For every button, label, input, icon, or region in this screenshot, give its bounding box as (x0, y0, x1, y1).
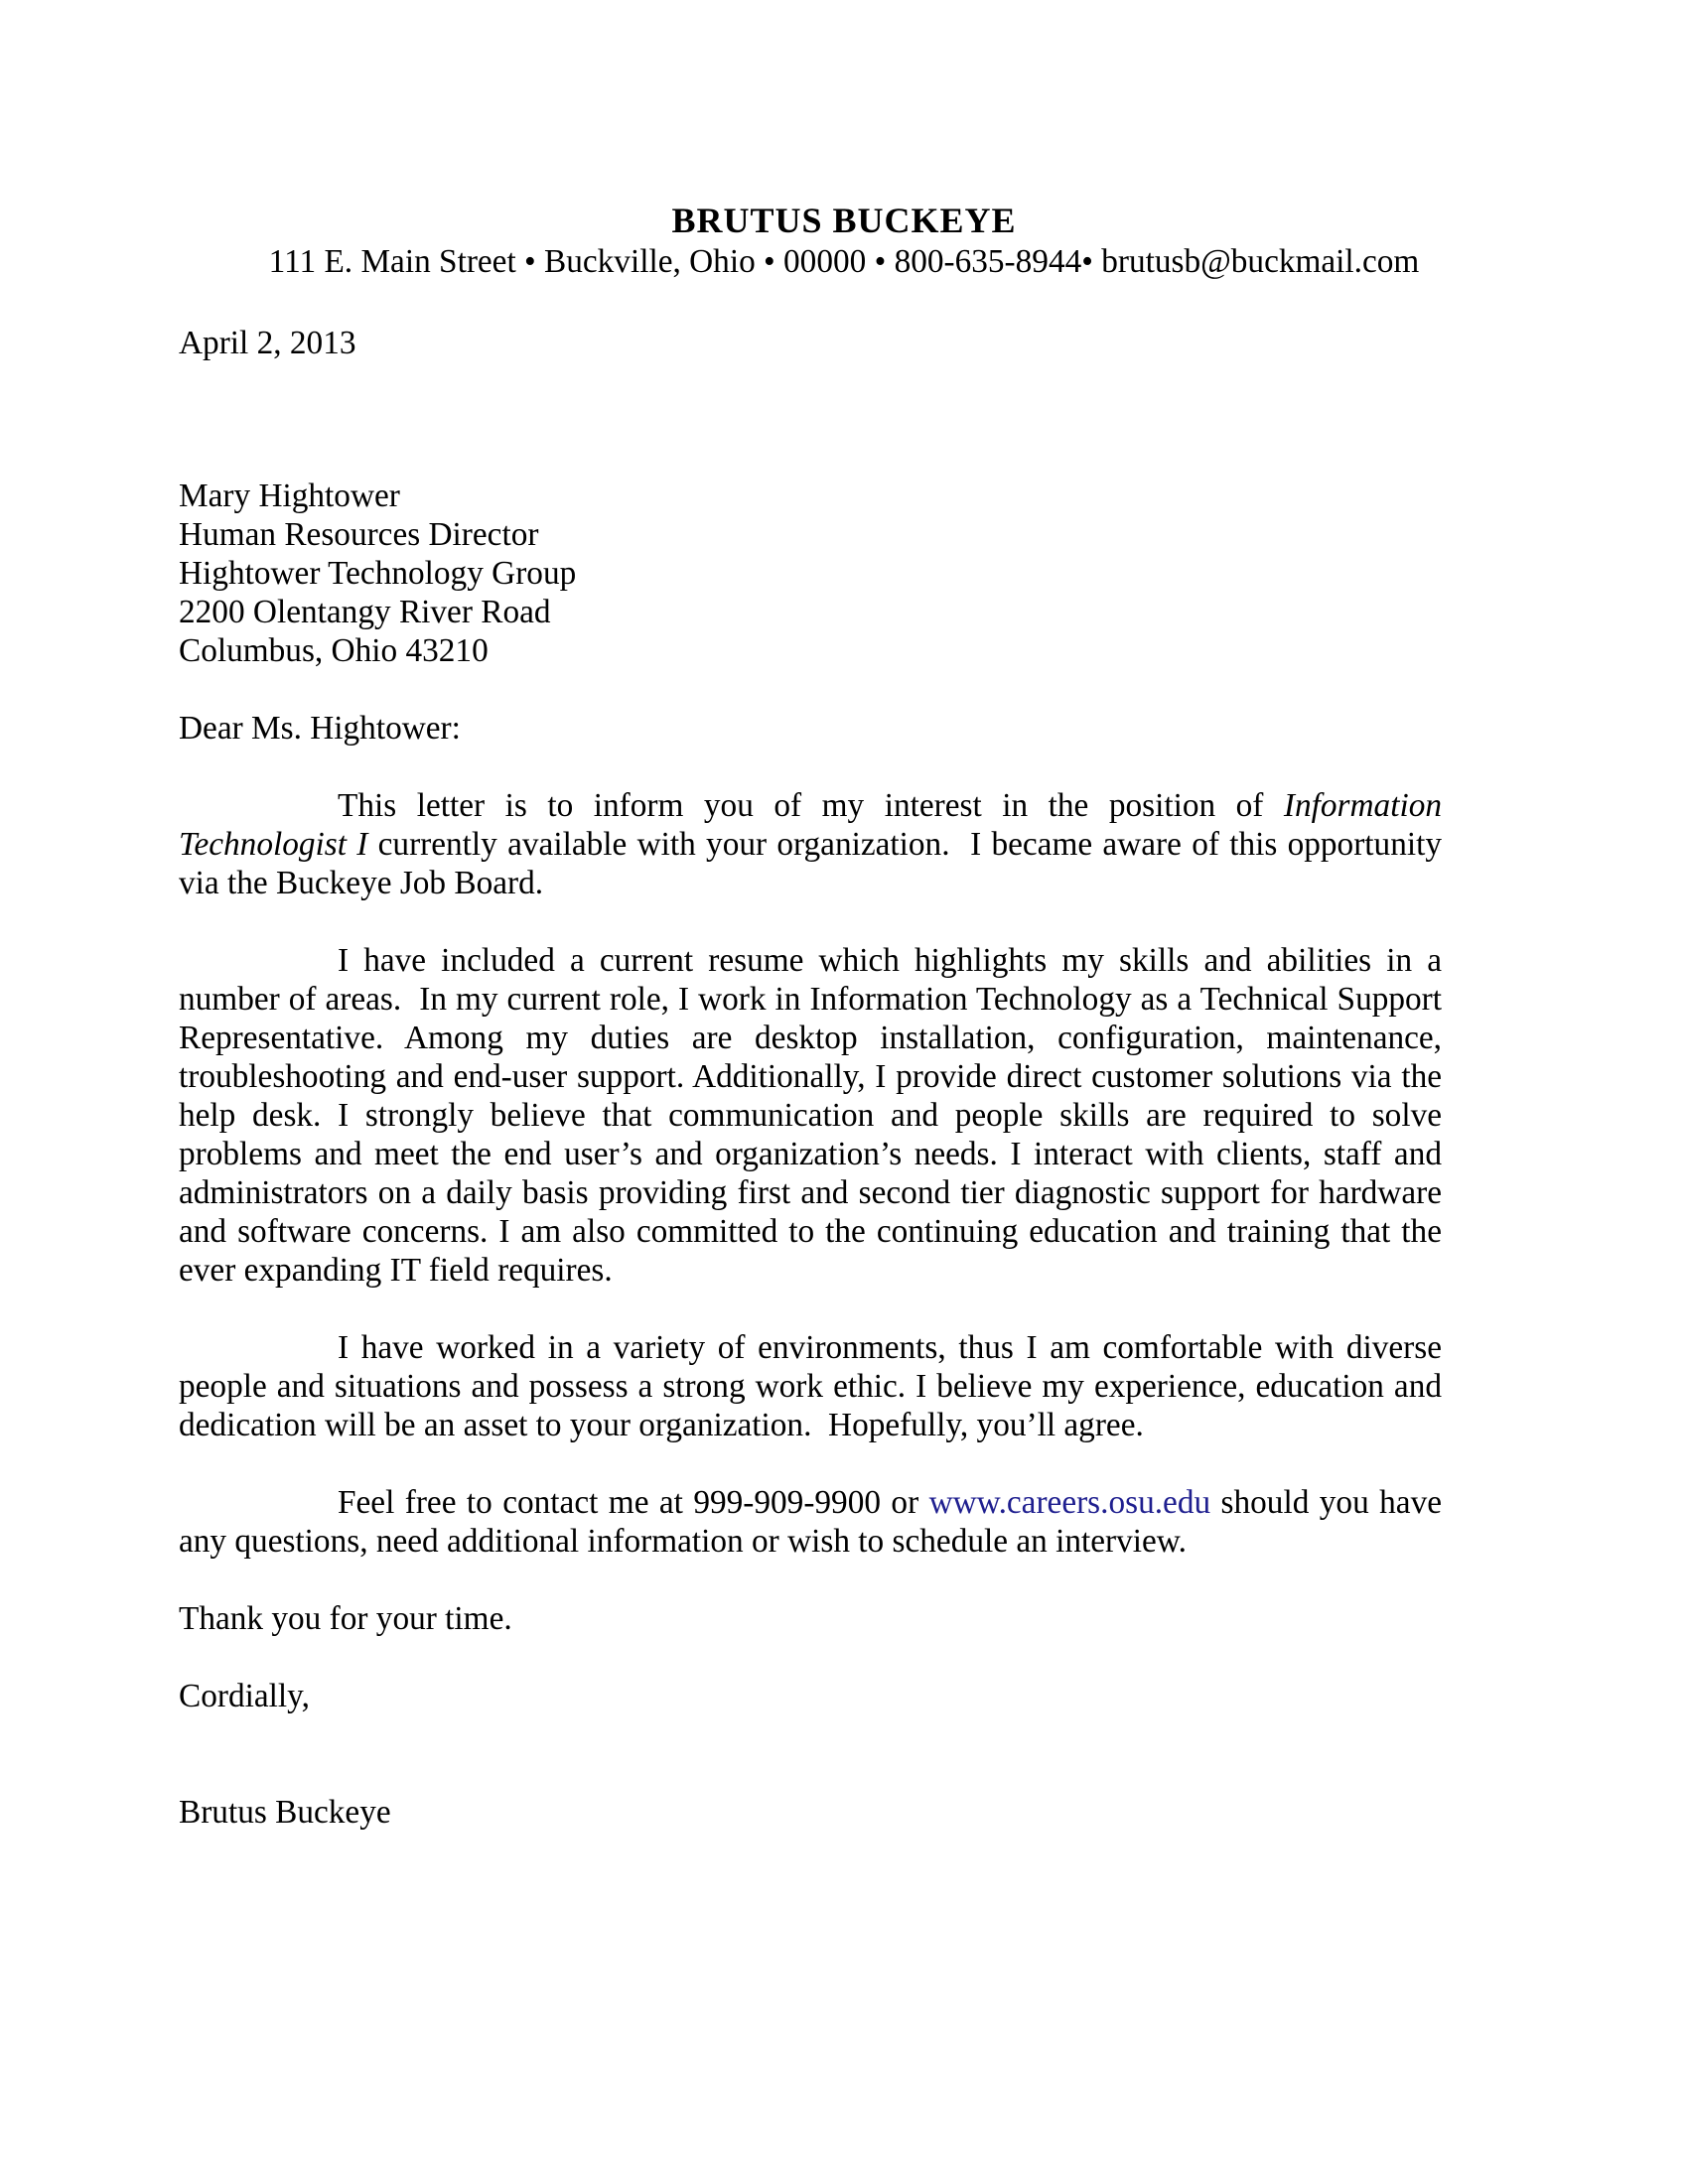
position-title: Information Technologist I (179, 787, 1442, 863)
recipient-name: Mary Hightower (179, 478, 400, 514)
paragraph-text: should you have any questions, need additional information or wish to schedule an interview. (179, 1484, 1442, 1560)
recipient-city: Columbus, Ohio 43210 (179, 632, 489, 669)
letterhead (0, 0, 1688, 282)
paragraph-text: currently available with your organization. I became aware of this opportunity via the Buckeye Job Board. (179, 826, 1442, 901)
salutation: Dear Ms. Hightower: (179, 710, 461, 747)
paragraph-text: I have worked in a variety of environments, thus I am comfortable with diverse people and situations and possess a strong work ethic. I believe my experience, education and dedication will be an asset to your organization. Hopefully, you’ll agree. (179, 1329, 1442, 1443)
careers-osu-link[interactable]: www.careers.osu.edu (928, 1484, 1211, 1521)
paragraph-work-ethic (179, 1328, 1442, 1444)
recipient-title: Human Resources Director (179, 516, 539, 553)
closing-line: Thank you for your time. (179, 1600, 512, 1637)
paragraph-text: Feel free to contact me at 999-909-9900 or (338, 1484, 929, 1521)
paragraph-interest (179, 786, 1442, 902)
recipient-block (179, 477, 1442, 670)
paragraph-experience (179, 941, 1442, 1290)
valediction: Cordially, (179, 1678, 310, 1714)
paragraph-text: This letter is to inform you of my interest in the position of (338, 787, 1284, 824)
applicant-name: BRUTUS BUCKEYE (671, 201, 1017, 240)
letter-body (179, 324, 1442, 1832)
paragraph-text: I have included a current resume which highlights my skills and abilities in a number of areas. In my current role, I work in Information Technology as a Technical Support Representative. Among my duties are desktop installation, configuration, maintenance, troubleshooting and end-user support. Additionally, I provide direct customer solutions via the help desk. I strongly believe that communication and people skills are required to solve problems and meet the end user’s and organization’s needs. I interact with clients, staff and administrators on a daily basis providing first and second tier diagnostic support for hardware and software concerns. I am also committed to the continuing education and training that the ever expanding IT field requires. (179, 942, 1442, 1289)
recipient-street: 2200 Olentangy River Road (179, 594, 551, 630)
signature-name: Brutus Buckeye (179, 1794, 391, 1831)
recipient-company: Hightower Technology Group (179, 555, 577, 592)
date-line: April 2, 2013 (179, 325, 356, 361)
contact-line: 111 E. Main Street • Buckville, Ohio • 00000 • 800-635-8944• brutusb@buckmail.com (268, 243, 1420, 280)
paragraph-contact (179, 1483, 1442, 1561)
